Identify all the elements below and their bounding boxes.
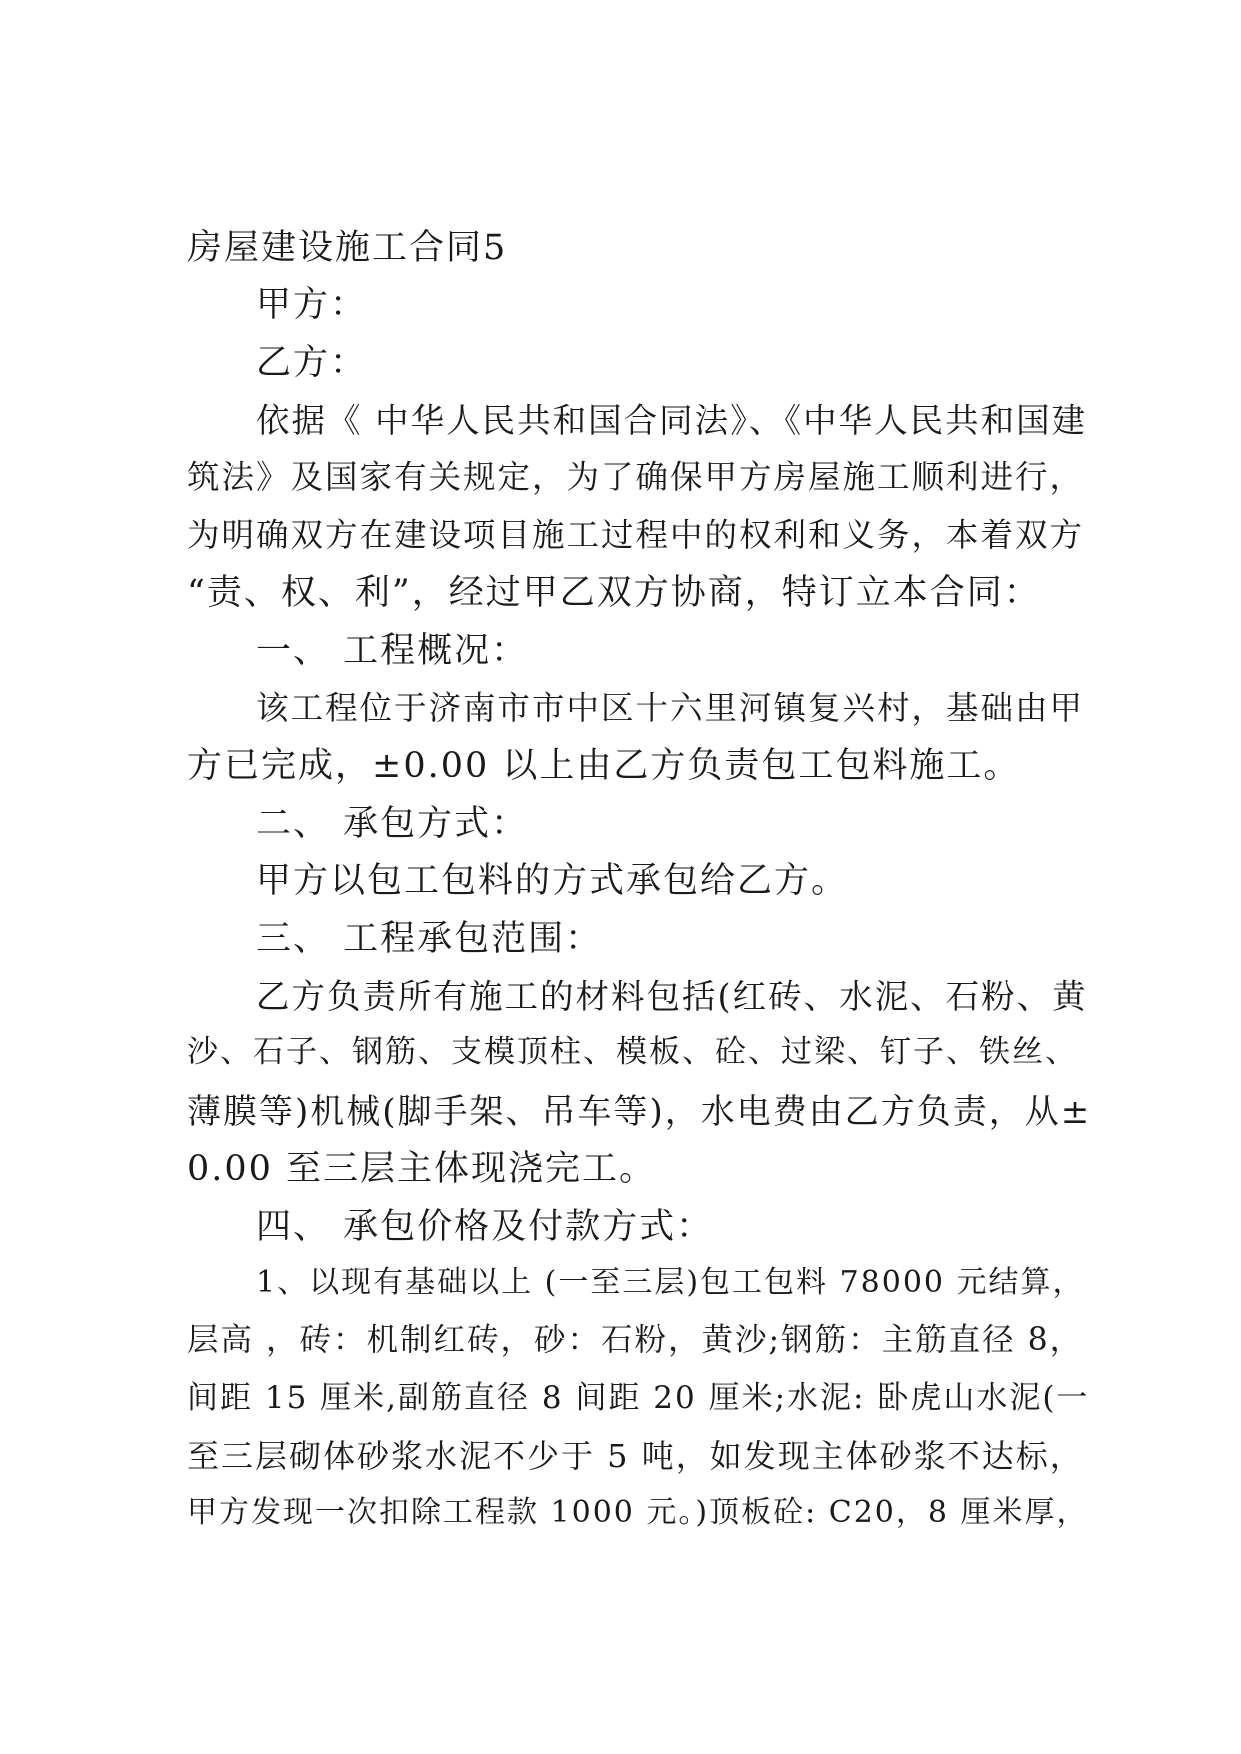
paragraph-line: 该工程位于济南市市中区十六里河镇复兴村，基础由甲 (256, 689, 1085, 727)
section-heading: 四、 承包价格及付款方式： (256, 1207, 714, 1247)
paragraph-line: 筑法》及国家有关规定，为了确保甲方房屋施工顺利进行， (187, 458, 1085, 496)
paragraph-line: 0.00 至三层主体现浇完工。 (187, 1149, 657, 1189)
section-heading: 一、 工程概况： (256, 631, 529, 671)
paragraph-line: 为明确双方在建设项目施工过程中的权利和义务，本着双方 (187, 516, 1085, 554)
party-a-line: 甲方： (256, 285, 368, 325)
paragraph-line: 沙、石子、钢筋、支模顶柱、模板、砼、过梁、钉子、铁丝、 (187, 1034, 1078, 1070)
section-heading: 三、 工程承包范围： (256, 919, 603, 959)
paragraph-line: 乙方负责所有施工的材料包括(红砖、水泥、石粉、黄 (256, 977, 1088, 1016)
paragraph-line: “责、权、利”，经过甲乙双方协商，特订立本合同： (187, 573, 1041, 613)
paragraph-line: 至三层砌体砂浆水泥不少于 5 吨，如发现主体砂浆不达标， (187, 1437, 1084, 1475)
section-heading: 二、 承包方式： (256, 804, 529, 844)
document-title: 房屋建设施工合同5 (187, 228, 508, 268)
paragraph-line: 甲方发现一次扣除工程款 1000 元。)顶板砼: C20，8 厘米厚， (187, 1495, 1089, 1530)
paragraph-line: 间距 15 厘米,副筋直径 8 间距 20 厘米;水泥: 卧虎山水泥(一 (187, 1380, 1090, 1416)
paragraph-line: 依据《 中华人民共和国合同法》、《中华人民共和国建 (256, 401, 1088, 440)
party-b-line: 乙方： (256, 343, 368, 383)
paragraph-line: 1、以现有基础以上 (一至三层)包工包料 78000 元结算， (256, 1265, 1085, 1300)
paragraph-line: 方已完成，±0.00 以上由乙方负责包工包料施工。 (187, 746, 1021, 786)
paragraph-line: 甲方以包工包料的方式承包给乙方。 (256, 861, 849, 901)
paragraph-line: 薄膜等)机械(脚手架、吊车等)，水电费由乙方负责，从± (187, 1092, 1092, 1132)
paragraph-line: 层高 ，砖：机制红砖，砂：石粉，黄沙;钢筋：主筋直径 8， (187, 1322, 1084, 1358)
